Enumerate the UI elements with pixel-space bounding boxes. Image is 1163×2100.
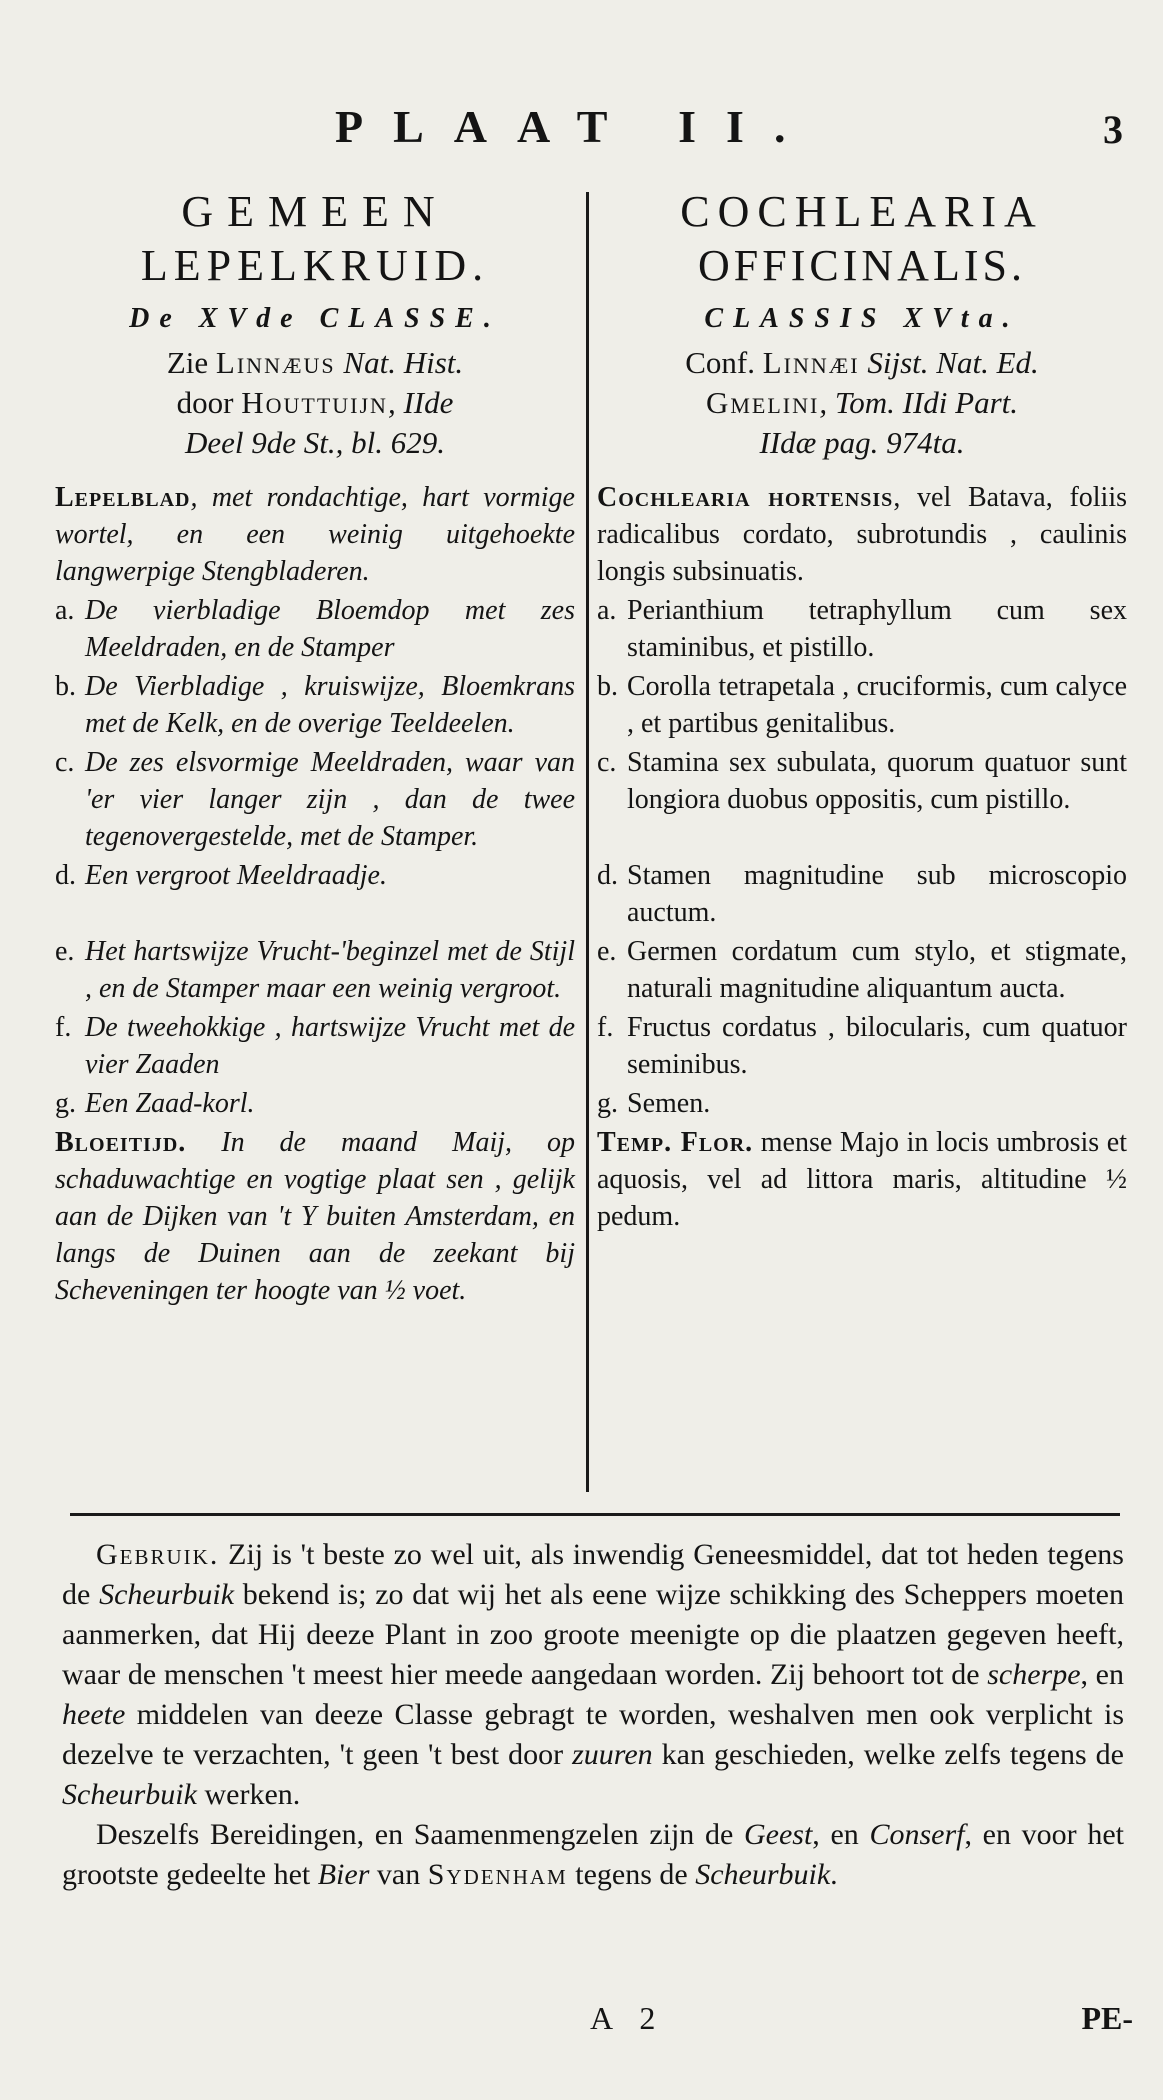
ref-page: Deel 9de St., bl. 629. xyxy=(184,425,445,460)
dutch-flowering-time xyxy=(55,1124,575,1309)
entry-text: Corolla tetrapetala , cruciformis, cum calyce , et partibus genitalibus. xyxy=(627,671,1127,739)
entry-text: Een Zaad-korl. xyxy=(85,1088,255,1119)
ref-work: Nat. Hist. xyxy=(335,345,464,380)
latin-title-line1: COCHLEARIA xyxy=(680,187,1044,236)
text-run: Scheurbuik xyxy=(99,1578,235,1611)
ref-author: Houttuijn xyxy=(241,385,388,420)
entry-lead: Bloeitijd. xyxy=(55,1127,187,1158)
text-run: werken. xyxy=(196,1778,301,1811)
horizontal-rule xyxy=(70,1513,1120,1516)
entry-label: g. xyxy=(55,1088,76,1119)
dutch-entry-e xyxy=(55,933,575,1007)
ref-volume: , Tom. IIdi Part. xyxy=(819,385,1019,420)
text-run: middelen van deeze Classe gebragt te worden, weshalven men ook verplicht is dezelve te verzachten, 't geen 't best door xyxy=(62,1698,1124,1771)
text-run: Geest xyxy=(743,1818,813,1851)
page-header xyxy=(0,100,1163,160)
page-footer xyxy=(0,2000,1163,2050)
text-run: tegens de xyxy=(567,1858,696,1891)
plate-title: PLAAT II. xyxy=(335,101,816,152)
entry-label: c. xyxy=(597,747,617,778)
latin-entry-d xyxy=(597,857,1127,931)
latin-classis: CLASSIS XVta. xyxy=(704,303,1020,334)
latin-entry-e xyxy=(597,933,1127,1007)
entry-lead: Temp. Flor. xyxy=(597,1127,754,1158)
entry-label: d. xyxy=(597,860,618,891)
ref-volume: , IIde xyxy=(387,385,454,420)
latin-entry-c xyxy=(597,744,1127,818)
usage-lead: Gebruik. xyxy=(96,1538,220,1571)
entry-label: b. xyxy=(55,671,76,702)
text-run: . xyxy=(830,1858,838,1891)
dutch-classis: De XVde CLASSE. xyxy=(129,303,501,334)
dutch-entry-d xyxy=(55,857,575,894)
latin-entry-f xyxy=(597,1009,1127,1083)
dutch-entry-b xyxy=(55,668,575,742)
text-run: , en xyxy=(812,1818,870,1851)
text-run: heete xyxy=(62,1698,126,1731)
latin-title-line2: OFFICINALIS. xyxy=(698,241,1026,290)
dutch-entry-a xyxy=(55,592,575,666)
latin-entry-g xyxy=(597,1085,1127,1122)
entry-text: Fructus cordatus , bilocularis, cum quatuor seminibus. xyxy=(627,1012,1127,1080)
text-run: van xyxy=(369,1858,428,1891)
dutch-title-line1: GEMEEN xyxy=(181,187,449,236)
entry-lead: Lepelblad xyxy=(55,482,191,513)
ref-work: Sijst. Nat. Ed. xyxy=(859,345,1039,380)
entry-label: a. xyxy=(55,595,75,626)
text-run: , en xyxy=(1080,1658,1124,1691)
entry-text: De Vierbladige , kruiswijze, Bloemkrans met de Kelk, en de overige Teeldeelen. xyxy=(85,671,575,739)
latin-description xyxy=(597,479,1127,590)
ref-text: door xyxy=(176,385,242,420)
entry-label: f. xyxy=(55,1012,72,1043)
text-run: Zij is 't beste zo wel uit, als inwendig Geneesmiddel, dat tot heden tegens de xyxy=(62,1538,1124,1611)
entry-label: b. xyxy=(597,671,618,702)
latin-entry-b xyxy=(597,668,1127,742)
text-run: zuuren xyxy=(572,1738,653,1771)
entry-text: In de maand Maij, op schaduwachtige en vogtige plaat sen , gelijk aan de Dijken van 't Y buiten Amsterdam, en langs de Duinen aan de zeekant bij Scheveningen ter hoogte van ½ voet. xyxy=(55,1127,575,1306)
entry-label: a. xyxy=(597,595,617,626)
text-run: Conserf xyxy=(869,1818,965,1851)
text-run: bekend is; zo dat wij het als eene wijze schikking des Scheppers moeten aanmerken, dat Hij deeze Plant in zoo groote meenigte op die plaatzen gegeven heeft, waar de menschen 't meest hier meede aangedaan worden. Zij behoort tot de xyxy=(62,1578,1124,1691)
dutch-entry-g xyxy=(55,1085,575,1122)
dutch-title-line2: LEPELKRUID. xyxy=(140,241,490,290)
entry-text: , vel Batava, foliis radicalibus cordato, subrotundis , caulinis longis subsinuatis. xyxy=(597,482,1127,587)
text-run: Scheurbuik xyxy=(62,1778,197,1811)
dutch-entry-f xyxy=(55,1009,575,1083)
signature-mark: A 2 xyxy=(590,2000,666,2036)
text-run: Sydenham xyxy=(427,1858,568,1891)
usage-paragraph xyxy=(62,1535,1124,1815)
entry-text: , met rondachtige, hart vormige wortel, en een weinig uitgehoekte langwerpige Stengbladeren. xyxy=(55,482,575,587)
ref-author: Gmelini xyxy=(705,385,820,420)
preparations-paragraph xyxy=(62,1815,1124,1895)
entry-text: Stamen magnitudine sub microscopio auctum. xyxy=(627,860,1127,928)
ref-text: Conf. xyxy=(685,345,763,380)
entry-text: Perianthium tetraphyllum cum sex staminibus, et pistillo. xyxy=(627,595,1127,663)
entry-label: c. xyxy=(55,747,75,778)
latin-flowering-time xyxy=(597,1124,1127,1235)
entry-text: Stamina sex subulata, quorum quatuor sunt longiora duobus oppositis, cum pistillo. xyxy=(627,747,1127,815)
dutch-entry-c xyxy=(55,744,575,855)
entry-text: Een vergroot Meeldraadje. xyxy=(85,860,387,891)
column-divider xyxy=(586,192,589,1492)
text-run: Scheurbuik xyxy=(695,1858,831,1891)
usage-section xyxy=(62,1535,1124,1895)
page-number: 3 xyxy=(1103,107,1123,152)
catchword: PE- xyxy=(1081,2000,1133,2036)
latin-reference xyxy=(597,343,1127,463)
entry-text: De zes elsvormige Meeldraden, waar van 'er vier langer zijn , dan de twee tegenovergestelde, met de Stamper. xyxy=(85,747,575,852)
latin-column xyxy=(597,185,1127,1485)
entry-text: Semen. xyxy=(627,1088,711,1119)
ref-text: Zie xyxy=(166,345,216,380)
ref-page: IIdæ pag. 974ta. xyxy=(759,425,965,460)
text-run: , en voor het grootste gedeelte het xyxy=(62,1818,1124,1891)
entry-text: mense Majo in locis umbrosis et aquosis, vel ad littora maris, altitudine ½ pedum. xyxy=(597,1127,1127,1232)
entry-label: e. xyxy=(55,936,75,967)
text-run: scherpe xyxy=(987,1658,1081,1691)
entry-lead: Cochlearia hortensis xyxy=(597,482,894,513)
entry-label: g. xyxy=(597,1088,618,1119)
entry-text: Germen cordatum cum stylo, et stigmate, naturali magnitudine aliquantum aucta. xyxy=(627,936,1127,1004)
entry-text: Het hartswijze Vrucht-'beginzel met de Stijl , en de Stamper maar een weinig vergroot. xyxy=(85,936,575,1004)
entry-label: f. xyxy=(597,1012,614,1043)
ref-author: Linnæus xyxy=(215,345,336,380)
entry-text: De vierbladige Bloemdop met zes Meeldraden, en de Stamper xyxy=(85,595,575,663)
dutch-reference xyxy=(55,343,575,463)
text-run: Bier xyxy=(317,1858,370,1891)
ref-author: Linnæi xyxy=(762,345,860,380)
text-run: kan geschieden, welke zelfs tegens de xyxy=(652,1738,1124,1771)
entry-text: De tweehokkige , hartswijze Vrucht met de vier Zaaden xyxy=(85,1012,575,1080)
entry-label: d. xyxy=(55,860,76,891)
text-run: Deszelfs Bereidingen, en Saamenmengzelen zijn de xyxy=(96,1818,744,1851)
entry-label: e. xyxy=(597,936,617,967)
dutch-column xyxy=(55,185,575,1485)
latin-entry-a xyxy=(597,592,1127,666)
dutch-description xyxy=(55,479,575,590)
